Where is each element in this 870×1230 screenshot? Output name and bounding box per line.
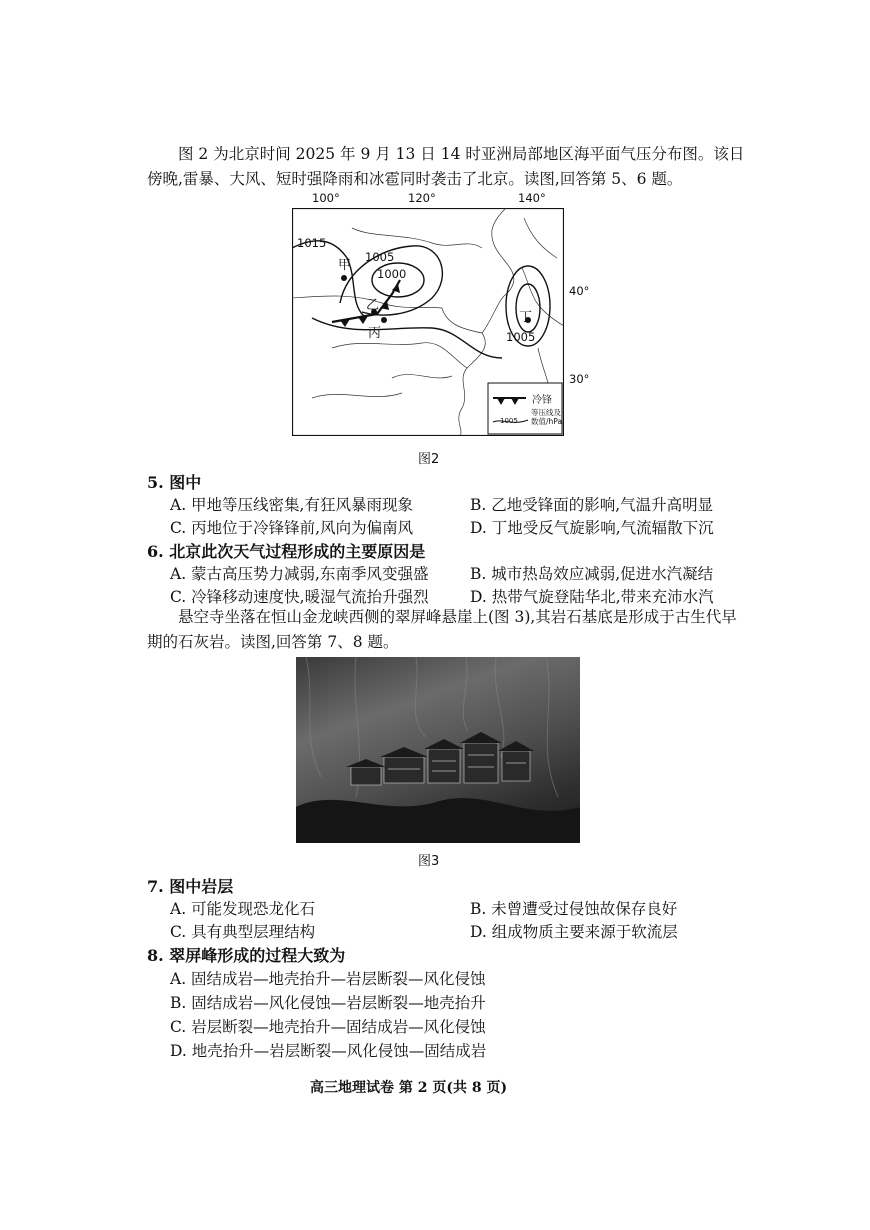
- page-footer: 高三地理试卷 第 2 页(共 8 页): [310, 1080, 508, 1096]
- isobar-label-1000: 1000: [377, 267, 407, 281]
- q5-option-a: A. 甲地等压线密集,有狂风暴雨现象: [170, 496, 413, 514]
- lat-label-30: 30°: [569, 372, 590, 386]
- hanging-temple-illustration: [296, 657, 580, 843]
- lat-label-40: 40°: [569, 284, 590, 298]
- q6-option-c: C. 冷锋移动速度快,暖湿气流抬升强烈: [170, 588, 429, 606]
- q6-option-b: B. 城市热岛效应减弱,促进水汽凝结: [470, 565, 714, 583]
- lon-label-120: 120°: [408, 191, 436, 205]
- q7-stem: 7. 图中岩层: [147, 877, 234, 896]
- q5-option-c: C. 丙地位于冷锋锋前,风向为偏南风: [170, 519, 414, 537]
- q8-option-b: B. 固结成岩—风化侵蚀—岩层断裂—地壳抬升: [170, 994, 486, 1012]
- figure-2-caption: 图2: [418, 452, 440, 467]
- place-label-ding: 丁: [519, 310, 533, 325]
- place-label-bing: 丙: [368, 326, 382, 341]
- place-dot-bing: [381, 317, 387, 323]
- legend-cold-front-label: 冷锋: [532, 395, 552, 406]
- legend-isobar-value: 1005: [500, 417, 518, 425]
- lon-label-140: 140°: [518, 191, 546, 205]
- q5-stem: 5. 图中: [147, 473, 202, 492]
- intro-paragraph-1: 图 2 为北京时间 2025 年 9 月 13 日 14 时亚洲局部地区海平面气压分布图。该日傍晚,雷暴、大风、短时强降雨和冰雹同时袭击了北京。读图,回答第 5、6 题。: [147, 145, 745, 188]
- place-dot-jia: [341, 275, 347, 281]
- q5-option-d: D. 丁地受反气旋影响,气流辐散下沉: [470, 519, 714, 537]
- q5-option-b: B. 乙地受锋面的影响,气温升高明显: [470, 496, 714, 514]
- isobar-label-1005-west: 1005: [365, 250, 395, 264]
- q7-option-d: D. 组成物质主要来源于软流层: [470, 923, 678, 941]
- isobar-label-1015: 1015: [297, 236, 327, 250]
- lon-label-100: 100°: [312, 191, 340, 205]
- place-label-yi: 乙: [366, 298, 380, 313]
- q7-option-b: B. 未曾遭受过侵蚀故保存良好: [470, 900, 678, 918]
- q7-option-a: A. 可能发现恐龙化石: [170, 900, 316, 918]
- q8-option-c: C. 岩层断裂—地壳抬升—固结成岩—风化侵蚀: [170, 1018, 486, 1036]
- hanging-temple-photo: [296, 657, 580, 843]
- q8-stem: 8. 翠屏峰形成的过程大致为: [147, 946, 346, 965]
- figure-3-caption: 图3: [418, 854, 440, 869]
- q8-option-a: A. 固结成岩—地壳抬升—岩层断裂—风化侵蚀: [170, 970, 486, 988]
- legend-isobar-label: 等压线及数值/hPa: [531, 408, 563, 426]
- isobar-label-1005-east: 1005: [506, 330, 536, 344]
- place-label-jia: 甲: [338, 258, 352, 273]
- intro-paragraph-2: 悬空寺坐落在恒山金龙峡西侧的翠屏峰悬崖上(图 3),其岩石基底是形成于古生代早期的石灰岩。读图,回答第 7、8 题。: [147, 608, 737, 651]
- q8-option-d: D. 地壳抬升—岩层断裂—风化侵蚀—固结成岩: [170, 1042, 487, 1060]
- q6-stem: 6. 北京此次天气过程形成的主要原因是: [147, 542, 426, 561]
- q7-option-c: C. 具有典型层理结构: [170, 923, 316, 941]
- q6-option-a: A. 蒙古高压势力减弱,东南季风变强盛: [170, 565, 429, 583]
- q6-option-d: D. 热带气旋登陆华北,带来充沛水汽: [470, 588, 714, 606]
